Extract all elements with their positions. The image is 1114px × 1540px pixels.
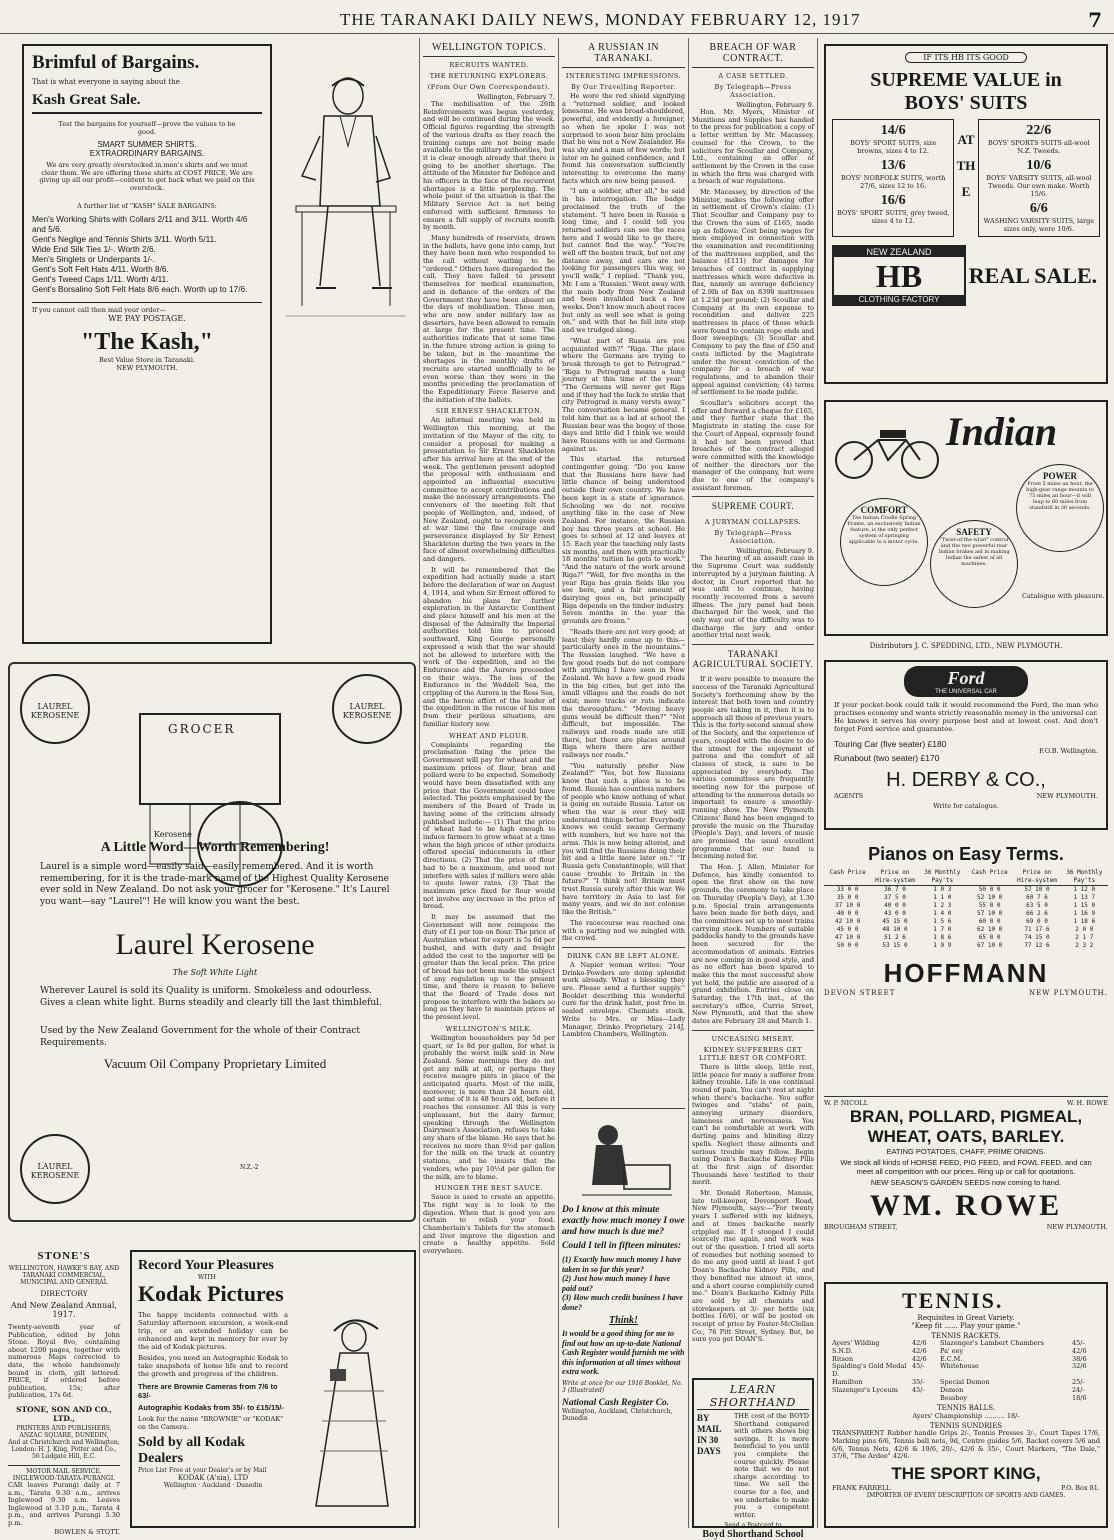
kash-item: Gent's Borsalino Soft Felt Hats 8/6 each. Worth up to 17/6. [32,284,248,294]
tennis-row: Ayers' Wilding 42/6 Slazenger's Lambert Chambers 45/- [832,1339,1085,1347]
hb-boys-suits-ad [824,44,1108,384]
tennis-keep: "Keep fit ...... Play your game." [911,1322,1021,1330]
russian-title: A RUSSIAN IN TARANAKI. [562,42,685,68]
kerosene-can-label: Kerosene [154,830,192,839]
pianos-row: 45 0 0 48 10 0 1 7 0 62 10 0 71 17 6 2 0 0 [836,926,1094,933]
kash-item: Gent's Soft Felt Hats 4/11. Worth 8/6. [32,264,169,274]
hb-title-1: SUPREME VALUE in [870,69,1062,91]
pianos-ad [824,844,1108,1040]
motor-route: INGLEWOOD-TARATA-PURANGI. [12,1474,116,1482]
laurel-badge-left: LAUREL KEROSENE [20,674,90,744]
stones-firm-2: PRINTERS AND PUBLISHERS, ANZAC SQUARE, DUNEDIN, [16,1424,112,1439]
agricultural-title: TARANAKI AGRICULTURAL SOCIETY. [692,649,814,670]
tennis-title: TENNIS. [902,1288,1004,1313]
russian-p4: This started the returned contingenter going. "Do you know that the Russians here have had little chance of being understood outside their own country. We have been kept in a state of ignorance. Schooling we do not receive anything like in the case of New Zealand. For instance, the Russian boy has three years at school. He goes to school at 12 and leaves at 15. Each year the teaching only lasts six months, and then with practically 18 months' tuition he gets to work." "And the nature of the work around Riga?" "Well, for five months in the year Riga has grain fields like you see here, and a fair amount of dairying goes on, but principally Riga depends on the timber industry. Seven months in the year the grounds are frozen." [562,455,685,626]
breach-title: BREACH OF WAR CONTRACT. [692,42,814,68]
motorcycle-illustration [832,412,942,482]
kodak-with: WITH [198,1274,216,1281]
wellington-date: Wellington, February 7. [477,93,555,101]
gentleman-illustration [276,56,416,636]
wellington-h5: WELLINGTON'S MILK. [445,1024,533,1033]
kodak-cities: Wellington · Auckland · Dunedin [163,1482,263,1489]
shorthand-school: Boyd Shorthand School [702,1529,804,1540]
wellington-p4: It will be remembered that the expedition had actually made a start before the declaration of war on August 4, 1914, and when Sir Ernest offered to abandon his plans for further exploration in the Antarctic Continent and place himself and his men at the disposal of the Admiralty the Imperial authorities told him to proceed southward. King George personally expressed a wish that the war should not be allowed to interfere with the work of the expedition, and so the Endurance and the Aurora proceeded on their ways. The loss of the Endurance in the Weddell Sea, the crippling of the Aurora in the Ross Sea, and the heroic effort of the leader of the expedition in the rescue of his men from their perilous situations, are familiar history now. [423,565,555,728]
supreme-court-byline: By Telegraph—Press Association. [714,529,792,546]
russian-p3: "What part of Russia are you acquainted with?" "Riga. The place where the Germans are trying to break through to get to Petrograd." "Riga to Petrograd means a long journey at this time of the year." "The Germans will never get Riga and if they had the luck to strike that city Petrograd is many versts away." The conversation became general. I told him that as a lad at school the Russian bear was the bogey of those days and little did I think we would have Russians with us and Germans against us. [562,336,685,453]
wellington-h1: RECRUITS WANTED. [449,61,529,69]
hb-top-badge: IF ITS HB ITS GOOD [905,52,1027,63]
hb-real-sale: REAL SALE. [968,262,1098,288]
tennis-row: Spalding's Gold Medal D. 45/- Whitehouse 32/6 [832,1362,1087,1379]
kash-lead: That is what everyone is saying about the [32,78,180,86]
ncr-item-3: (3) How much credit business I have done? [562,1293,683,1312]
wellington-topics-column [423,40,555,1528]
hoffmann-town: NEW PLYMOUTH. [1029,989,1108,997]
column-rule [817,38,818,1528]
merchant-illustration [562,1115,685,1205]
kodak-brownie: There are Brownie Cameras from 7/6 to 63/- [138,1382,278,1400]
kodak-sold: Sold by all Kodak Dealers [138,1435,245,1466]
indian-power-badge [1016,464,1104,552]
russian-p5: "Roads there are not very good; at least they hardly come up to this—particularly ones in the mountains." The Russian laughed. "We have a few good roads but do not compare with anything I have seen in New Zealand. We have a few good roads in the big cities, but get into the small villages and the roads do not exist; mere tracks or ruts indicate the thoroughfare." "Moving heavy guns would be difficult then?" "Not difficult, but impossible. The railways and roads made are still there, but there are places around Riga where there are neither railways nor roads." [562,627,685,760]
kash-tag: Best Value Store in Taranaki. [99,356,195,364]
rowe-line-4: We stock all kinds of HORSE FEED, PIG FEED, and FOWL FEED, and can meet all competition with our prices. Ring up or call for quotations. [840,1158,1092,1176]
kidney-p2: Mr. Donald Robertson, Manaia, late toll-keeper, Devonport Road, New Plymouth, says:—"For twenty years I suffered with my kidneys, and at times backache nearly crippled me. If I stooped I could scarcely rise again, and work was out of the question. I tried all sorts of remedies but nothing seemed to do me any good until at least I got Doan's Backache Kidney Pills, and they benefited me almost at once, and a short course completely cured me." Doan's Backache Kidney Pills are sold by all chemists and storekeepers at 3/- per bottle (six bottles 16/6), or will be posted on receipt of price by Foster-McClellan Co., 76 Pitt Street, Sydney. But, be sure you get DOAN'S. [692,1189,814,1344]
pianos-row: 47 10 0 51 2 6 1 8 6 65 0 0 74 15 0 2 1 7 [835,934,1094,941]
kash-postage: WE PAY POSTAGE. [108,314,186,323]
stones-firm-3: And at Christchurch and Wellington; London: H. J. King, Potter and Co., 56 Ludgate Hill, E.C. [8,1438,120,1460]
wellington-p5: Complaints regarding the proclamation fixing the price the Government will pay for wheat and the maximum prices of flour, bran and pollard were to be expected. Somebody would have been dissatisfied with any price that the Government could have selected. The points emphasised by the members of the Board of Trade in having some of the criticism already published include:— (1) That the price of wheat had to be high enough to induce farmers to grow wheat at a time when the high prices of other products offered special inducements in other directions. (2) That the price of flour had to be a maximum, and need not interfere with sales if millers were able to quote lower rates. (3) That the maximum price fixed for flour would not involve any increase in the price of bread. [423,740,555,911]
pianos-table [824,869,1108,950]
supreme-court-date: Wellington, February 9. [736,547,814,556]
wellington-byline: (From Our Own Correspondent). [427,83,551,91]
rowe-town: NEW PLYMOUTH. [1046,1223,1108,1231]
hb-price-l3: 16/6 [880,193,906,208]
wellington-h3: SIR ERNEST SHACKLETON. [435,407,543,416]
shorthand-ad [692,1378,814,1540]
column-rule [558,38,559,1528]
cash-register-ad [562,1108,685,1528]
ford-dealer: H. DERBY & CO., [886,769,1046,791]
grocer-sign: GROCER [168,722,236,736]
kodak-autographic: Autographic Kodaks from 35/- to £15/15/- [138,1403,284,1412]
wellington-p2: Many hundreds of reservists, drawn in the ballots, have gone into camp, but they have been men who responded to the call without waiting to be "ordered." Others have disregarded the call. They have failed to present themselves for medical examination, and in defiance of the orders of the Government they have been absent on the days of mobilisation. These men, who are now under military law as deserters, have been allowed to remain at large for the present time. The authorities indicate that at some time in the future strong action is going to be taken, but in the meantime the shortages in the monthly drafts of recruits are started unofficially to be even worse than they were in the months preceding the proclamation of the Expeditionary Force Reserve and the initiation of the ballots. [423,233,555,404]
hb-nz: NEW ZEALAND [834,247,964,257]
pianos-header-row: Cash Price Price on Hire-system 36 Monthly Pay'ts Cash Price Price on Hire-system 36 Monthly Pay'ts [824,869,1108,886]
supreme-court-title: SUPREME COURT. [711,501,795,512]
ncr-cities: Wellington, Auckland, Christchurch, Dunedin [562,1407,673,1422]
rowe-left: W. P. NICOLL [824,1099,869,1107]
kash-town: NEW PLYMOUTH. [116,364,178,372]
ford-logo [904,666,1028,697]
hb-item-r3: WASHING VARSITY SUITS, large sizes only, were 10/6. [983,217,1095,233]
motor-agent: BOWLEN & STOTT. [54,1527,120,1536]
indian-safety-badge [930,520,1018,608]
indian-power-text: From 5 miles an hour, the high-gear range mounts to 75 miles an hour—it will leap to 60 miles from standstill in 30 seconds. [1026,481,1094,511]
kodak-body-2: Besides, you need an Autographic Kodak to take snapshots of home life and to record the growth and progress of the children. [138,1354,288,1378]
tennis-row: Ritson 42/6 E.C.M. 38/6 [832,1354,1087,1363]
ford-brand: Ford [947,668,985,688]
sport-king: THE SPORT KING, [891,1463,1041,1483]
kash-list-head: A further list of "KASH" SALE BARGAINS: [77,202,217,210]
breach-p1: Hon. Mr. Myers, Minister of Munitions and Supplies has handed to the press for publication a copy of a letter written by Mr. Macassey, counsel for the Crown, to the solicitors for Scoullar and Company, Ltd., containing an offer of settlement by the Crown in the case in which the firm was charged with a breach of war regulations. [692,108,814,186]
russian-p6: "You naturally prefer New Zealand?" "Yes, but few Russians know that such a place is to be found. Russia has countless numbers of people who know nothing of what is going on outside Russia. Later on when the war is over they will understand things better. Everybody knows we could swamp Germany with numbers, but we have not the arms. This is now being altered, and you will find the Russians doing their bit and a little more later on." "If Russia gets Constantinople, will that cause trouble to Britain in the future?" "I think not! Britain must trust Russia surely after this war. We have territory in Asia to last for many years, and we do not colonise like the British." [562,761,685,917]
kash-item-list [32,214,262,294]
pianos-row: 40 0 0 43 0 0 1 4 0 57 10 0 66 2 6 1 16 9 [836,910,1096,917]
motor-service: MOTOR MAIL SERVICE. [8,1465,120,1475]
drink-headline: DRINK CAN BE LEFT ALONE. [566,951,681,960]
shorthand-body: THE cost of the BOYD Shorthand compared with others shows big savings. It is more beneficial to you until you complete the course quickly. Please note that we do not charge according to time. We sell the course for a fee, and we undertake to make you a competent writer. [734,1412,809,1519]
indian-motorcycle-ad [824,400,1108,636]
ncr-question-1: Do I know at this minute exactly how much money I owe and how much is due me? [562,1205,685,1237]
supreme-court-p: The hearing of an assault case in the Supreme Court was suddenly interrupted by a juryman fainting. A doctor, in Court reported that he was unfit to continue, having recently recovered from a severe illness. The jury panel had been discharged for the week, and the only way out of the difficulty was to discharge the jury and order another trial next week. [692,554,814,640]
pianos-row: 33 0 0 36 7 0 1 0 3 50 0 0 57 10 0 1 12 0 [836,886,1096,893]
breach-of-contract-column [692,40,814,1528]
hb-item-r1: BOYS' SPORTS SUITS all-wool N.Z. Tweeds. [987,139,1090,155]
kash-item: Gent's Tweed Caps 1/11. Worth 4/11. [32,274,169,284]
ford-tag: THE UNIVERSAL CAR [935,689,997,695]
breach-p2: Mr. Macassey, by direction of the Minister, makes the following offer in settlement of Crown's claim: (1) That Scoullar and Company pay to the Crown the sum of £165, made up as follows: Cost being wages for men employed in connection with the examination and reconditioning of the mattresses supplied, and the balance (£111) for damages for breaches of contract in supplying mattresses which were defective in flax, namely an average deficiency of 2.9lb of flax on 8398 mattresses at 1.23d per pound; (2) Scoullar and Company at its own expense to recondition and deliver 225 mattresses in place of those which were found to contain rope ends and floor sweepings; (3) Scoullar and Company to pay the fine of £50 and costs inflicted by the Magistrate under the recent conviction of the company for a breach of war regulations, and to abandon their appeal against conviction; (4) terms of settlement to be made public. [692,188,814,397]
wm-rowe-ad [824,1096,1108,1266]
kash-sale: Kash Great Sale. [32,92,262,114]
laurel-company: Vacuum Oil Company Proprietary Limited [103,1056,327,1071]
misery-h: UNCEASING MISERY. [711,1034,795,1043]
kodak-pictures: Kodak Pictures [138,1281,284,1306]
ford-runabout: Runabout (two seater) £170 [834,753,940,763]
stones-annual: And New Zealand Annual, 1917. [10,1301,118,1319]
rowe-line-3: EATING POTATOES, CHAFF, PRIME ONIONS. [886,1147,1046,1156]
ford-agents: AGENTS [834,792,864,800]
russian-p7: The racecourse was reached one with a parting nod we mingled with the crowd. [562,918,685,943]
tennis-rackets: TENNIS RACKETS. [931,1332,1001,1340]
kash-line1: SMART SUMMER SHIRTS. [97,140,197,149]
kash-test: Test the bargains for yourself—prove the values to be good. [58,120,236,136]
newspaper-title: THE TARANAKI DAILY NEWS, MONDAY FEBRUARY 12, 1917 [340,10,861,29]
hb-item-l1: BOYS' SPORT SUITS, size browns, sizes 4 to 12. [850,139,937,155]
indian-catalogue: Catalogue with pleasure. [1022,592,1105,600]
tennis-sundries: TENNIS SUNDRIES [929,1422,1003,1431]
shorthand-mail: BY MAIL IN 30 DAYS [697,1413,722,1456]
laurel-brand: Laurel Kerosene [115,928,315,961]
ncr-item-1: (1) Exactly how much money I have taken in so far this year? [562,1255,682,1274]
indian-comfort-badge [840,498,928,586]
tennis-sub: Requisites in Great Variety. [917,1314,1015,1322]
kash-item: Gent's Neglige and Tennis Shirts 3/11. Worth 5/11. [32,234,217,244]
agricultural-p2: The Hon. J. Allen, Minister for Defence, has kindly consented to open the first show on the new grounds, the ceremony to take place on Thursday (People's Day), at 1.30 p.m. Special train arrangements have been made for both days, and the committees set up to meet trains carrying stock. Numbers of suitable paddocks handy to the grounds have been secured for the accommodation of animals. Entries are now coming in in good style, and as no effort has been spared to make this the most successful show yet held, the public are assured of a grand exhibition. Entries close on Saturday, the 17th inst., at the secretary's office, Currie Street, New Plymouth, and that the show dates are February 28 and March 1. [692,863,814,1026]
kodak-body: The happy incidents connected with a Saturday afternoon excursion, a week-end trip, or an extended holiday can be enhanced and kept in memory for ever by the aid of Kodak pictures. [138,1311,288,1351]
russian-p2: "I am a soldier, after all," he said in his interrogation. The badge proclaimed the truth of the statement. "I have been in Russia a long time, and I could tell you returned soldiers can see the races here and I would like to go there, but cannot find the way." "You're well off the beaten track, but not any distance away, and cars are not looking for passengers this way, so you'll walk," I replied. "Thank you, Mr. I am a 'Russian.' Went away with the main body from New Zealand and been invalided back a few weeks. Don't know much about races but only as well see what is going on," and with that he fell into step and we trudged along. [562,187,685,335]
tennis-ad [824,1282,1108,1528]
stones-body: Twenty-seventh year of Publication, edited by John Stone. Royal 8vo, containing about 1200 pages, together with numerous Maps corrected to date, the whole handsomely bound in cloth, gilt lettered. PRICE, if ordered before publication, 15s; after publication, 17s 6d. [8,1323,120,1400]
kash-body: We are very greatly overstocked in men's shirts and we must clear them. We are offering these shirts at COST PRICE. We are giving up all our profit—content to get back what we paid on this overstock. [39,161,255,192]
stones-directory-ad [8,1250,120,1536]
hb-item-l2: BOYS' NORFOLK SUITS, worth 27/6, sizes 12 to 16. [840,174,946,190]
hb-item-l3: BOYS' SPORT SUITS, grey tweed, sizes 4 to 12. [837,209,950,225]
kash-brand: "The Kash," [80,329,213,355]
kash-title: Brimful of Bargains. [32,52,200,73]
frank-farrell-box: P.O. Box 81. [1061,1483,1100,1492]
rowe-street: BROUGHAM STREET, [824,1223,898,1231]
ford-catalogue: Write for catalogue. [933,802,999,810]
laurel-paragraph-3: Used by the New Zealand Government for the whole of their Contract Requirements. [40,1026,361,1048]
kash-item: Men's Working Shirts with Collars 2/11 and 3/11. Worth 4/6 and 5/6. [32,214,248,234]
frank-farrell: FRANK FARRELL [832,1483,891,1492]
indian-safety: SAFETY [956,527,992,537]
tennis-ayers: Ayers' Championship .......... 18/- [912,1412,1020,1421]
laurel-paragraph-2: Wherever Laurel is sold its Quality is uniform. Smokeless and odourless. Gives a clean white light. Burns steadily and clearly till the last thimbleful. [40,986,382,1008]
hb-logo-mark: HB [875,258,923,294]
laurel-badge-bottom: LAUREL KEROSENE [20,1134,90,1204]
pianos-row: 42 10 0 45 15 0 1 5 6 60 0 0 69 0 0 1 18 6 [835,918,1096,925]
kash-post: If you cannot call then mail your order— [32,302,262,314]
breach-p3: Scoullar's solicitors accept the offer and forward a cheque for £165, and they further state that the Magistrate in stating the case for the Court of Appeal, expressly found it had not been proved that breaches of the contract alleged were committed with the knowledge of neither the directors nor the manager of the company, but were due to one of the company's assistant foremen. [692,399,815,492]
hb-price-l1: 14/6 [880,123,906,138]
indian-power: POWER [1042,471,1077,481]
ncr-think: Think! [609,1315,638,1326]
tennis-row: Bossboy 18/6 [940,1393,1087,1402]
indian-comfort-text: The Indian Cradle Spring Frame, an exclusively Indian feature, is the only perfect system of springing applicable to a motor cycle. [847,515,921,545]
laurel-subtitle: The Soft White Light [172,968,258,977]
laurel-badge-right: LAUREL KEROSENE [332,674,402,744]
tennis-racket-list [832,1340,1100,1402]
russian-p1: He wore the red shield signifying a "returned soldier, and looked lonesome. He was broad-shouldered, powerful, and evidently a foreigner, so when he spoke I was not surprised to soon hear him proclaim that he was not a New Zealander. He was shy and a man of few words; but later on he gained confidence, and I found his conversation sufficiently interesting to overcome the many facts which are now being passed. [562,92,685,185]
agricultural-p1: If it were possible to measure the success of the Taranaki Agricultural Society's forthcoming show by the interest that both town and country people are taking in it, then it is to approach all those of previous years. This is the forty-second annual show of the Society, and the experience of years, coupled with the desire to do the utmost for the enjoyment of patrons and the comfort of all classes of stock, is sure to be appreciated by everybody. The various committees are frequently meeting now for the purpose of attending to the numerous details so important to ensure a smoothly-running show. The New Plymouth Citizens' Band has been engaged to provide the music on the Thursday (People's Day), and lovers of music are promised the usual excellent programme that our band is becoming noted for. [692,675,814,861]
hb-price-r1: 22/6 [1026,123,1052,138]
ford-town: NEW PLYMOUTH. [1036,792,1098,800]
wellington-p7: Wellington householders pay 5d per quart, or 1s 8d per gallon, for what is probably the worst milk sold in New Zealand. Some mornings they do not get any milk at all, or perhaps they receive meagre pints in place of the anticipated quarts. Most of the milk, moreover, is more than 24 hours old, and some of it is 48 hours old, before it reaches the consumer. All this is very unpleasant, but the dairy farmer, speaking through the Wellington Dairymen's Association, refuses to take any share of the blame. He says that he receives no more than 9½d per gallon for the milk on the truck at country stations, and he insists that the vendors, who pay 10½d per gallon for the milk, are to blame. [423,1033,555,1181]
hoffmann-brand: HOFFMANN [883,958,1049,988]
ford-ad [824,660,1108,830]
column-rule [419,38,420,1528]
tennis-row: S.N.D. 42/6 Pa' eey 42/6 [832,1346,1087,1355]
kash-line2: EXTRAORDINARY BARGAINS. [89,149,205,158]
russian-byline: By Our Travelling Reporter. [570,83,677,91]
ford-touring: Touring Car (five seater) £180 [834,739,947,749]
kidney-h: KIDNEY SUFFERERS GET LITTLE REST OR COMFORT. [698,1045,808,1062]
rowe-name: WM. ROWE [869,1189,1063,1222]
hoffmann-street: DEVON STREET [824,989,896,997]
kash-item: Wide End Silk Ties 1/-. Worth 2/6. [32,244,156,254]
wellington-p3: An informal meeting was held in Wellington this morning, at the invitation of the Mayor of the city, to consider a proposal for making a presentation to Sir Ernest Shackleton after his arrival here at the end of the week. The gentlemen present adopted the proposal with enthusiasm and appointed an influential executive committee to accept contributions and make the necessary arrangements. The convenors of the meeting felt that people of Wellington, and, indeed, of New Zealand, ought to recognise even at war time the fine courage and perseverance displayed by Sir Ernest Shackleton during the two years in the face of almost overwhelming difficulties and dangers. [423,416,555,564]
rowe-right: W. H. ROWE [1066,1099,1108,1107]
stones-firm: STONE, SON AND CO., LTD., [16,1404,112,1423]
kodak-record: Record Your Pleasures [138,1258,274,1273]
hb-item-r2: BOYS' VARSITY SUITS, all-wool Tweeds. Our own make. Worth 15/6. [986,174,1092,198]
ford-fob: F.O.B. Wellington. [1039,747,1098,755]
indian-comfort: COMFORT [860,505,908,515]
motor-times: CAR leaves Purangi daily at 7 a.m., Tarata 9.30 a.m., arrives Inglewood 9.30 a.m. Leaves Inglewood at 3.10 p.m., Tarata 4 p.m., and arrives Purangi 5.30 p.m. [8,1480,120,1527]
breach-byline: By Telegraph—Press Association. [714,83,792,99]
breach-h1: A CASE SETTLED. [718,72,788,80]
woman-with-camera-illustration [294,1311,404,1511]
wellington-h6: HUNGER THE BEST SAUCE. [434,1184,544,1193]
rowe-line-1: BRAN, POLLARD, PIGMEAL, [849,1107,1083,1126]
kodak-ltd: KODAK (A'sia), LTD [177,1474,249,1482]
ncr-item-2: (2) Just how much money I have paid out? [562,1274,671,1293]
laurel-paragraph-1: Laurel is a simple word—easily said—easily remembered. And it is worth remembering, for it is the trade-mark name of the Highest Quality Kerosene ever sold in New Zealand. Do not ask your grocer for "Kerosene." It's Laurel you want—say "Laurel"! He will know you want the best. [40,862,390,907]
hb-factory: CLOTHING FACTORY [834,295,964,304]
ncr-booklet: Write at once for our 1916 Booklet, No. 3 (Illustrated) [562,1379,683,1394]
wellington-h4: WHEAT AND FLOUR. [448,731,530,740]
kodak-look: Look for the name "BROWNIE" or "KODAK" on the Camera. [138,1415,284,1431]
drink-paragraph: A Napier woman writes: "Your Drinko-Powders are doing splendid work already. What a blessing they are. Please send a further supply." Booklet describing this wonderful cure for the drink habit, post free in sealed envelope. Chemists stock. Write to Mrs. or Miss—Lady Manager, Drinko Proprietary, 214J, Lambton Chambers, Wellington. [562,960,685,1039]
laurel-headline: A Little Word—Worth Remembering! [100,840,330,855]
kash-sale-ad [22,44,272,644]
hb-at-the: AT THE [956,132,976,199]
kidney-p1: There is little sleep, little rest, little peace for many a sufferer from kidney trouble. Life is one continual round of pain. You can't rest at night when there's backache. You suffer twinges and "stabs" of pain, annoying urinary disorders, lameness and nervousness. You can't be comfortable at work with darting pains and blinding dizzy spells. Neglect these ailments and serious trouble may follow. Begin using Doan's Backache Kidney Pills at the first sign of disorder. Thousands have testified to their merit. [692,1062,814,1187]
page-number: 7 [1088,8,1102,32]
shorthand-send: Send a Postcard to [724,1522,782,1530]
breach-date: Wellington, February 9. [736,101,814,109]
stones-sub: WELLINGTON, HAWKE'S BAY, AND TARANAKI COMMERCIAL, MUNICIPAL AND GENERAL [8,1265,120,1286]
laurel-code: N.Z.-2 [240,1164,259,1171]
wellington-p1: The mobilisation of the 26th Reinforcements was begun yesterday, and will be continued during the week. Official figures regarding the strength of the various drafts as they reach the training camps are not being made available to the military authorities, but it is clear enough already that there is going to be another shortage. The attitude of the Minister for Defence and his officers in the face of the recurrent shortages is a little perplexing. The whole point of the situation is that the Military Service Act is not being enforced with sufficient firmness to ensure a full supply of recruits month by month. [423,100,555,232]
pianos-row: 35 0 0 37 5 0 1 1 0 52 10 0 60 7 6 1 13 7 [836,894,1096,901]
russian-h1: INTERESTING IMPRESSIONS. [565,72,682,80]
hb-title-2: BOYS' SUITS [904,92,1028,114]
rowe-line-5: NEW SEASON'S GARDEN SEEDS now coming to hand. [870,1178,1062,1187]
ncr-pitch: It would be a good thing for me to find out how an up-to-date National Cash Register would furnish me with this information at all times without extra work. [562,1329,685,1376]
rowe-line-2: WHEAT, OATS, BARLEY. [867,1127,1065,1146]
hb-price-r3: 6/6 [1029,201,1048,216]
indian-brand: Indian [946,409,1058,454]
pianos-row: 50 0 0 53 15 0 1 9 9 67 10 0 77 12 6 2 3 2 [836,942,1094,949]
ncr-company: National Cash Register Co. [562,1397,670,1408]
hb-logo [832,245,966,306]
hb-price-l2: 13/6 [880,158,906,173]
tennis-row: Hamilton 35/- Special Demon 25/- [832,1377,1085,1386]
kodak-ad [130,1250,416,1528]
indian-distributor: Distributors J. C. SPEDDING, LTD., NEW PLYMOUTH. [869,642,1063,650]
tennis-row: Slazenger's Lyceum 45/- Demon 24/- [832,1385,1085,1394]
page-header [0,0,1114,34]
wellington-title: WELLINGTON TOPICS. [423,42,555,57]
hb-price-r2: 10/6 [1026,158,1052,173]
wellington-p8: Sauce is used to create an appetite. The right way is to look to the digestion. When that is good you are certain to relish your food. Chamberlain's Tablets for the stomach and liver improve the digestion and create a healthy appetite. Sold everywhere. [423,1193,555,1256]
tennis-balls: TENNIS BALLS. [936,1404,996,1413]
ncr-question-2: Could I tell in fifteen minutes: [562,1241,682,1251]
ford-body: If your pocket-book could talk it would recommend the Ford, the man who practises economy and wants strictly reasonable money in the universal car. He knows it serves his every purpose best and at lowest cost. And don't forget Ford service and guarantee. [834,701,1098,733]
indian-safety-text: "Twist-of-the-wrist" control and the two powerful rear Indian brakes aid in making Indian the safest of all machines. [938,537,1010,567]
stones-title: STONE'S [37,1250,91,1262]
sport-tagline: IMPORTER OF EVERY DESCRIPTION OF SPORTS AND GAMES. [866,1491,1066,1499]
column-rule [688,38,689,1528]
pianos-row: 37 10 0 40 0 0 1 2 3 55 0 0 63 5 0 1 15 0 [835,902,1096,909]
laurel-kerosene-ad [8,662,416,1222]
shorthand-title: LEARN SHORTHAND [697,1383,809,1410]
supreme-court-h: A JURYMAN COLLAPSES. [704,518,802,527]
kash-item: Men's Singlets or Underpants 1/-. [32,254,155,264]
wellington-p6: It may be assumed that the Government will now reimpose the duty of £1 per ton on flour. The price of Australian wheat for export is 5s 6d per bushel, and with duty and freight added the cost to the importer will be greater than the local price. The price of bread has not been made the subject of any regulation up to the present time, and there is reason to believe that the Board of Trade does not propose to interfere with the bakers so long as they have to maintain prices at the present level. [423,913,555,1022]
stones-directory: DIRECTORY [40,1289,88,1298]
kodak-price-list: Price List Free at your Dealer's or by Mail [138,1467,267,1474]
pianos-title: Pianos on Easy Terms. [868,844,1064,864]
tennis-sundries-text: TRANSPARENT Rubber handle Grips 2/-, Tennis Presses 3/-, Court Tapes 17/6, Marking pins 6/6, Tennis ball nets, 9d, Centre guides 5/6, Racket covers 5/6 and 6/6, Tennis Nets, 42/6 & 19/6, 20/-, 42/6 & 35/-, Court Markers, "The Dale," 37/6, "The Ardee" 42/6. [832,1429,1100,1461]
wellington-h2: THE RETURNING EXPLORERS. [429,72,549,80]
